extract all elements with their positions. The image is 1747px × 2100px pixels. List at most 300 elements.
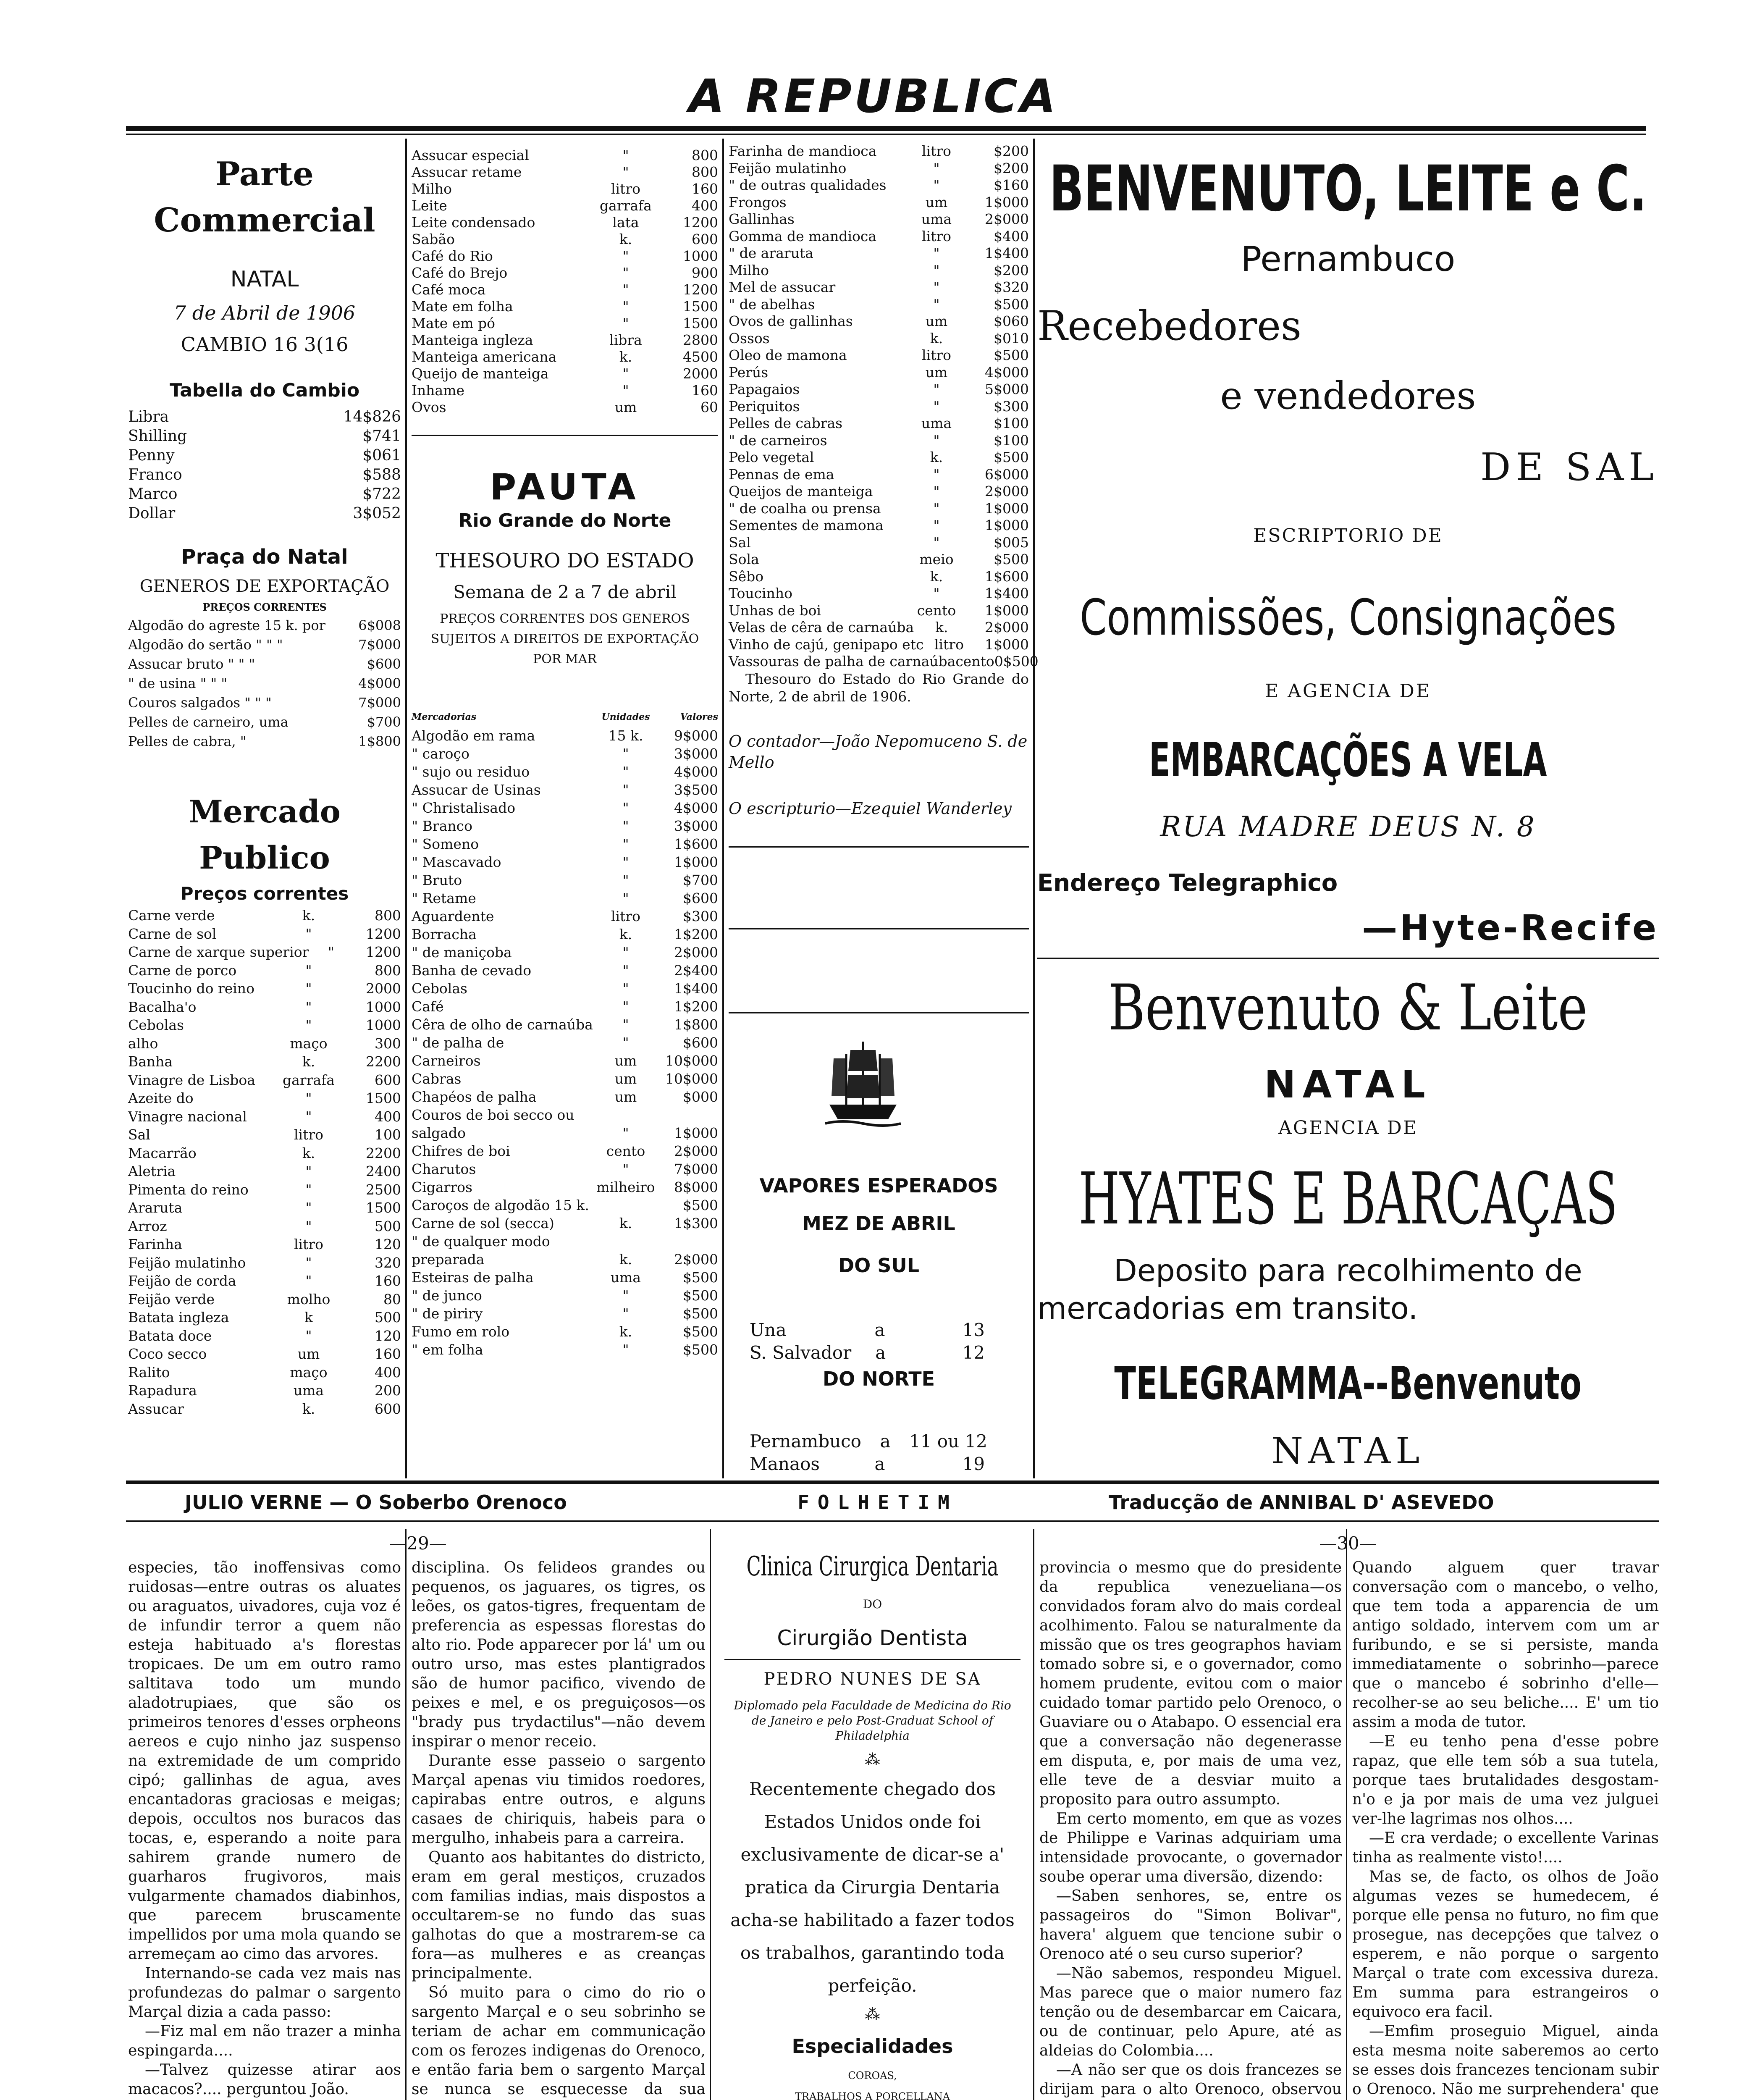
folhetim-col-1: [128, 1558, 401, 2100]
item-value: 4$000: [674, 764, 718, 780]
item-value: $500: [683, 1323, 718, 1340]
cambio-rate: CAMBIO 16 3(16: [181, 333, 349, 356]
item-name: Cebolas: [128, 1017, 184, 1033]
ship-day: 12: [962, 1342, 985, 1363]
paragraph: disciplina. Os felideos grandes ou pequenos, os jaguares, os tigres, os leões, os gatos-tigres, frequentam de preferencia as espessas florestas do alto rio. Pode apparecer por lá' um ou outro urso, mas estes plantigrados são de humor pacifico, vivendo de peixes e mel, e os preguiçosos—os "brady pus trydactilus"—não devem inspirar o menor receio.: [412, 1559, 706, 1750]
mercado-row: [128, 1108, 401, 1126]
header-mercadorias: Mercadorias: [412, 711, 477, 722]
item-name: Leite: [412, 197, 447, 214]
item-unit: um: [925, 313, 948, 329]
item-name: Assucar especial: [412, 147, 529, 163]
praca-title: Praça do Natal: [181, 545, 348, 569]
item-value: 1$000: [985, 636, 1029, 653]
item-value: $500: [994, 449, 1029, 465]
item-unit: uma: [610, 1269, 641, 1286]
folhetim-col-2: [412, 1558, 706, 2100]
pauta-row: [412, 853, 718, 871]
item-unit: lata: [612, 214, 639, 231]
item-unit: ": [622, 298, 629, 315]
item-name: Unhas de boi: [729, 602, 821, 619]
item-name: " de qualquer modo: [412, 1233, 550, 1250]
item-unit: litro: [611, 908, 640, 924]
item-unit: ": [305, 962, 312, 979]
item-value: 6$008: [358, 617, 401, 633]
item-name: Banha de cevado: [412, 962, 532, 979]
item-value: 1200: [683, 281, 718, 298]
pauta-row: [412, 799, 718, 817]
paragraph: —Emfim proseguio Miguel, ainda esta mesma noite saberemos ao certo se esses dois francezes tencionam subir o Orenoco. Não me surprehendera' que: [1352, 2023, 1659, 2098]
pauta-row: [412, 835, 718, 853]
pauta-row: [412, 1088, 718, 1106]
item-unit: ": [933, 483, 940, 499]
item-name: Carne de porco: [128, 962, 237, 979]
pauta-row: [412, 889, 718, 907]
item-unit: k.: [619, 1215, 632, 1231]
item-value: 1$400: [674, 980, 718, 997]
column-divider: [1033, 1529, 1034, 2100]
item-unit: k.: [930, 449, 943, 465]
mercado-subtitle: Preços correntes: [180, 883, 349, 904]
pauta-row: [729, 534, 1029, 551]
clinica-ad: [716, 1529, 1029, 2100]
item-value: $160: [994, 177, 1029, 193]
item-name: " Bruto: [412, 872, 462, 888]
folhetim-rule: [126, 1520, 1659, 1522]
pauta-row: [412, 925, 718, 943]
pauta-row: [412, 1106, 718, 1124]
pauta-row: [412, 1214, 718, 1232]
item-unit: ": [622, 1125, 629, 1141]
item-value: 800: [692, 147, 718, 163]
pauta-row: [729, 330, 1029, 347]
item-value: 400: [692, 197, 718, 214]
folhetim-col-5: [1352, 1558, 1659, 2100]
pauta-row: [729, 551, 1029, 568]
item-unit: ": [933, 500, 940, 517]
item-name: Cêra de olho de carnaúba: [412, 1016, 593, 1033]
paragraph: Quanto aos habitantes do districto, eram em geral mestiços, cruzados com familias indias, mais dispostos a occultarem-se no fundo das suas galhotas do que a mostrarem-se ca fora—as mulheres e as creanças principalmente.: [412, 1849, 706, 1982]
mercado-row: [128, 1381, 401, 1400]
item-value: 10$000: [665, 1053, 718, 1069]
item-name: " de maniçoba: [412, 944, 512, 961]
item-value: 320: [375, 1254, 401, 1271]
pauta-row: [729, 398, 1029, 415]
item-unit: k: [304, 1309, 313, 1326]
item-value: 3$052: [353, 505, 401, 522]
item-name: Perús: [729, 364, 769, 381]
item-value: 9$000: [674, 727, 718, 744]
item-name: Pelles de carneiro, uma: [128, 714, 289, 730]
item-name: Farinha: [128, 1236, 182, 1252]
item-unit: ": [622, 382, 629, 399]
item-name: Caroços de algodão 15 k.: [412, 1197, 589, 1213]
item-unit: meio: [919, 551, 954, 567]
pauta-row: [412, 1286, 718, 1305]
item-name: Carne verde: [128, 907, 215, 924]
mercado-row: [128, 1126, 401, 1144]
item-unit: ": [622, 1161, 629, 1177]
item-value: 160: [375, 1346, 401, 1362]
item-name: Manteiga ingleza: [412, 332, 533, 348]
item-unit: ": [622, 265, 629, 281]
pauta-row: [412, 979, 718, 998]
mercado-row: [128, 1345, 401, 1363]
item-name: Feijão de corda: [128, 1273, 236, 1289]
mercado-row: [128, 1162, 401, 1181]
item-value: 160: [692, 181, 718, 197]
item-value: 60: [700, 399, 718, 415]
folhetim-col-4: [1039, 1558, 1342, 2100]
item-value: $600: [683, 890, 718, 906]
recebedores: Recebedores: [1037, 302, 1302, 349]
item-unit: uma: [921, 415, 952, 431]
item-name: " em folha: [412, 1341, 483, 1358]
item-name: Dollar: [128, 505, 176, 522]
pauta-row: [412, 871, 718, 889]
de-sal: DE SAL: [1480, 445, 1659, 489]
folhetim-translator: Traducção de ANNIBAL D' ASEVEDO: [1109, 1491, 1494, 1514]
item-name: " de coalha ou prensa: [729, 500, 881, 517]
item-name: alho: [128, 1035, 158, 1052]
ship-a: a: [874, 1454, 885, 1474]
item-unit: litro: [934, 636, 964, 653]
mercado-row: [128, 925, 401, 943]
pauta-subtitle: Rio Grande do Norte: [458, 510, 672, 531]
item-unit: ": [622, 248, 629, 264]
item-unit: ": [328, 944, 334, 960]
embarcacoes: EMBARCAÇÕES A VELA: [1149, 733, 1547, 788]
pauta-row: [412, 1034, 718, 1052]
pedro-nunes: PEDRO NUNES DE SA: [763, 1670, 981, 1689]
item-name: Rapadura: [128, 1382, 197, 1399]
vapores-title: VAPORES ESPERADOS: [759, 1174, 998, 1197]
mercado-row: [128, 979, 401, 998]
paragraph: provincia o mesmo que do presidente da republica venezueliana—os convidados foram alvo do mais cordeal acolhimento. Falou se naturalmente da missão que os tres geographos haviam tomado sobre si, e o governador, como homem prudente, evitou com o maior cuidado tomar partido pelo Orenoco, o Guaviare ou o Atabapo. O essencial era que a conversação não degenerasse em disputa, e, por mais de uma vez, elle teve de a desviar muito a proposito para outro assumpto.: [1039, 1559, 1342, 1808]
pauta-row: [729, 381, 1029, 398]
item-name: Café: [412, 998, 444, 1015]
item-unit: um: [925, 194, 948, 210]
item-name: Araruta: [128, 1200, 183, 1216]
item-name: Feijão mulatinho: [128, 1254, 246, 1271]
pauta-row: [729, 245, 1029, 262]
item-value: $200: [994, 143, 1029, 159]
item-value: 100: [375, 1126, 401, 1143]
item-name: Arroz: [128, 1218, 167, 1234]
diplomado: Diplomado pela Faculdade de Medicina do Rio de Janeiro e pelo Post-Graduat School of Philadelphia: [734, 1698, 1011, 1743]
item-name: Ovos: [412, 399, 446, 415]
pauta-row: [412, 817, 718, 835]
item-name: Sola: [729, 551, 759, 567]
item-value: 1500: [366, 1200, 401, 1216]
hyte-recife: —Hyte-Recife: [1362, 907, 1659, 948]
item-name: " Christalisado: [412, 800, 516, 816]
ad-benvenuto-leite: [1037, 966, 1659, 1050]
item-name: Gomma de mandioca: [729, 228, 877, 244]
item-value: 1200: [683, 214, 718, 231]
item-value: [655, 1106, 718, 1124]
item-value: $300: [683, 908, 718, 924]
paragraph: —Não sabemos, respondeu Miguel. Mas parece que o maior numero faz tenção ou de desembarcar em Caicara, ou de continuar, pelo Apure, até as aldeias do Colombia....: [1039, 1965, 1342, 2059]
item-unit: ": [933, 585, 940, 601]
do-norte-label: DO NORTE: [822, 1368, 935, 1390]
price-row: [412, 298, 718, 315]
item-value: $500: [683, 1305, 718, 1322]
ornament: ⁂: [865, 1751, 880, 1769]
item-value: 1$600: [985, 568, 1029, 585]
item-name: Vinho de cajú, genipapo etc: [729, 636, 924, 653]
item-value: $000: [683, 1089, 718, 1105]
pauta-list: [412, 727, 718, 1359]
do-sul-label: DO SUL: [838, 1254, 920, 1277]
price-row: [412, 164, 718, 181]
item-value: $320: [994, 279, 1029, 295]
hyates-barcacas: HYATES E BARCAÇAS: [1078, 1158, 1618, 1241]
paragraph: especies, tão inoffensivas como ruidosas—entre outras os aluates ou araguatos, uivadores, cuja voz é de infundir terror a quem não esteja habituado a's florestas tropicaes. De um em outro ramo saltitava todo um mundo aladotrupiaes, que são os primeiros tenores d'esses orpheons aereos e cujo ninho jaz suspenso na extremidade de um comprido cipó; gallinhas de agua, aves encantadoras graciosas e meigas; depois, occultos nos buracos das tocas, e, esperando a noite para sahirem grande numero de guarharos frugivoros, mais vulgarmente chamados diabinhos, que parecem bruscamente impellidos por uma mola quando se arremeçam ao cimo das arvores.: [128, 1559, 401, 1963]
item-unit: ": [622, 315, 629, 331]
item-value: 2400: [366, 1163, 401, 1179]
item-unit: ": [305, 1273, 312, 1289]
item-name: Café moca: [412, 281, 486, 298]
item-name: Ralito: [128, 1364, 170, 1381]
item-name: Penny: [128, 447, 175, 464]
item-unit: maço: [290, 1035, 328, 1052]
pauta-row: [729, 636, 1029, 654]
item-unit: k.: [302, 1053, 315, 1070]
item-value: $741: [362, 428, 401, 445]
masthead-rule-thin: [126, 134, 1646, 135]
item-name: Velas de cêra de carnaúba: [729, 619, 914, 635]
mercado-row: [128, 1327, 401, 1345]
item-value: 1200: [366, 944, 401, 960]
column-divider: [710, 1529, 711, 2100]
item-value: 400: [375, 1364, 401, 1381]
item-unit: k.: [619, 1323, 632, 1340]
item-value: 1$000: [674, 854, 718, 870]
deposito-line2: mercadorias em transito.: [1037, 1291, 1418, 1326]
item-unit: k.: [619, 349, 632, 365]
column-divider: [1033, 139, 1035, 1478]
pauta-row: [729, 585, 1029, 602]
item-name: Assucar bruto " " ": [128, 656, 255, 672]
divider: [1037, 958, 1659, 959]
item-value: $060: [994, 313, 1029, 329]
item-unit: k.: [619, 231, 632, 247]
item-value: 8$000: [674, 1179, 718, 1195]
item-value: 7$000: [674, 1161, 718, 1177]
item-name: Toucinho: [729, 585, 792, 601]
ad-hyates: [1037, 1151, 1659, 1247]
mercado-row: [128, 1290, 401, 1309]
pauta-row: [729, 262, 1029, 279]
trabalhos-porcellana: TRABALHOS A PORCELLANA: [795, 2091, 950, 2100]
pauta-row: [412, 1178, 718, 1196]
item-value: $400: [994, 228, 1029, 244]
tabella-row: [128, 504, 401, 523]
item-unit: k.: [619, 1251, 632, 1268]
commercial-date: 7 de Abril de 1906: [173, 302, 356, 324]
item-unit: garrafa: [283, 1071, 335, 1088]
item-value: $010: [994, 330, 1029, 346]
item-name: Gallinhas: [729, 211, 795, 227]
item-value: 1500: [366, 1090, 401, 1106]
item-value: 2$000: [674, 1251, 718, 1268]
item-unit: ": [622, 836, 629, 852]
paragraph: Em certo momento, em que as vozes de Philippe e Varinas adquiriam uma intensidade provocante, o governador soube operar uma diversão, dizendo:: [1039, 1810, 1342, 1885]
masthead-rule: [126, 126, 1646, 131]
item-name: Marco: [128, 486, 178, 503]
pauta-row: [729, 160, 1029, 177]
ship-row: [750, 1341, 985, 1364]
item-name: Chifres de boi: [412, 1143, 510, 1159]
item-value: $500: [994, 551, 1029, 567]
item-value: $600: [683, 1034, 718, 1051]
column-divider: [405, 139, 407, 1478]
item-unit: milheiro: [596, 1179, 655, 1195]
item-name: " Branco: [412, 818, 472, 834]
ship-a: a: [880, 1431, 891, 1452]
page-number-29: —29—: [389, 1533, 447, 1554]
mercado-row: [128, 1272, 401, 1290]
item-value: $500: [683, 1197, 718, 1213]
item-name: Batata ingleza: [128, 1309, 229, 1326]
item-unit: ": [305, 1254, 312, 1271]
item-name: " Mascavado: [412, 854, 501, 870]
item-name: Algodão do agreste 15 k. por: [128, 617, 325, 633]
item-name: Periquitos: [729, 398, 800, 415]
item-value: $200: [994, 262, 1029, 278]
item-value: 2800: [683, 332, 718, 348]
item-unit: ": [933, 432, 940, 449]
item-unit: 15 k.: [608, 727, 643, 744]
item-unit: litro: [611, 181, 640, 197]
divider: [729, 928, 1029, 929]
price-row: [412, 281, 718, 298]
price-row: [412, 181, 718, 197]
item-value: 2200: [366, 1144, 401, 1161]
item-unit: ": [622, 1287, 629, 1304]
escripturio: O escripturio—Ezequiel Wanderley: [729, 799, 1012, 818]
mercado-row: [128, 1144, 401, 1163]
item-name: Charutos: [412, 1161, 476, 1177]
item-value: 1$600: [674, 836, 718, 852]
pauta-row: [412, 781, 718, 799]
page-number-30: —30—: [1319, 1533, 1377, 1554]
item-unit: ": [622, 890, 629, 906]
price-row: [412, 231, 718, 248]
pauta-row: [729, 177, 1029, 194]
item-value: 4500: [683, 349, 718, 365]
item-unit: ": [305, 1327, 312, 1344]
mercado-row: [128, 906, 401, 925]
item-unit: ": [622, 1016, 629, 1033]
pernambuco: Pernambuco: [1241, 239, 1456, 279]
item-name: " de junco: [412, 1287, 482, 1304]
item-unit: k.: [930, 330, 943, 346]
paragraph: —E eu tenho pena d'esse pobre rapaz, que elle tem sób a sua tutela, porque taes brutalidades desgostam-n'o e ja por mais de uma vez julguei ver-lhe lagrimas nos olhos....: [1352, 1733, 1659, 1827]
item-name: Coco secco: [128, 1346, 207, 1362]
item-name: Sêbo: [729, 568, 764, 585]
item-value: $061: [362, 447, 401, 464]
pauta-row: [729, 364, 1029, 381]
paragraph: Só muito para o cimo do rio o sargento Marçal e o seu sobrinho se teriam de achar em communicação com os ferozes indigenas do Orenoco, e então faria bem o sargento Marçal se nunca se esquecesse da sua: [412, 1984, 706, 2098]
item-value: $500: [683, 1287, 718, 1304]
commercial-title: Parte Commercial: [154, 155, 375, 239]
ship-a: a: [874, 1320, 885, 1340]
escriptorio: ESCRIPTORIO DE: [1253, 525, 1443, 546]
item-name: Pennas de ema: [729, 466, 834, 483]
item-value: 400: [375, 1108, 401, 1125]
pauta-row: [729, 296, 1029, 313]
ship-port: S. Salvador: [750, 1342, 852, 1363]
item-name: Algodão em rama: [412, 727, 535, 744]
item-name: Frongos: [729, 194, 787, 210]
item-unit: k.: [302, 1144, 315, 1161]
item-unit: libra: [609, 332, 642, 348]
paragraph: —Talvez quizesse atirar aos macacos?.... perguntou João.: [128, 2061, 401, 2098]
clinica-do: DO: [863, 1597, 882, 1611]
item-name: Sabão: [412, 231, 455, 247]
tabella-row: [128, 407, 401, 427]
item-name: Aletria: [128, 1163, 176, 1179]
item-name: Carne de xarque superior: [128, 944, 309, 960]
item-name: Café do Rio: [412, 248, 493, 264]
natal-heading: NATAL: [1264, 1063, 1432, 1107]
paragraph: —A não ser que os dois francezes se dirijam para o alto Orenoco, observou: [1039, 2061, 1342, 2098]
paragraph: Internando-se cada vez mais nas profundezas do palmar o sargento Marçal dizia a cada passo:: [128, 1965, 401, 2021]
semana-label: Semana de 2 a 7 de abril: [453, 582, 677, 602]
item-value: 120: [375, 1236, 401, 1252]
pauta-row: [412, 1016, 718, 1034]
paragraph: Durante esse passeio o sargento Marçal apenas viu timidos roedores, capirabas entre outros, e alguns casaes de chiriquis, habeis para o mergulho, inhabeis para a carreira.: [412, 1752, 706, 1847]
item-name: Aguardente: [412, 908, 494, 924]
mercado-row: [128, 961, 401, 980]
pauta-row: [412, 961, 718, 979]
item-name: Pimenta do reino: [128, 1181, 249, 1198]
vendedores: e vendedores: [1220, 374, 1476, 418]
item-value: $500: [683, 1269, 718, 1286]
benvenuto-leite: Benvenuto & Leite: [1108, 971, 1588, 1045]
ship-port: Pernambuco: [750, 1431, 861, 1452]
generos-row: [128, 732, 401, 751]
item-unit: ": [622, 1305, 629, 1322]
item-name: Batata doce: [128, 1327, 212, 1344]
item-name: " de carneiros: [729, 432, 827, 449]
ship-row: [750, 1430, 985, 1453]
pauta-header: [412, 707, 718, 727]
item-unit: ": [933, 517, 940, 533]
paragraph: —Saben senhores, se, entre os passageiros do "Simon Bolivar", havera' alguem que tencione subir o Orenoco até o seu curso superior?: [1039, 1887, 1342, 1963]
item-value: 10$000: [665, 1071, 718, 1087]
price-row: [412, 365, 718, 382]
pauta-row: [729, 517, 1029, 534]
item-unit: ": [305, 1200, 312, 1216]
pauta-row: [412, 1160, 718, 1178]
recentemente: Recentemente chegado dos Estados Unidos onde foi exclusivamente de dicar-se a' pratica da Cirurgia Dentaria acha-se habilitado a fazer todos os trabalhos, garantindo toda perfeição.: [730, 1779, 1015, 1996]
item-name: Banha: [128, 1053, 173, 1070]
item-name: " de usina " " ": [128, 675, 228, 691]
item-name: Café do Brejo: [412, 265, 508, 281]
mercado-row: [128, 1199, 401, 1217]
item-unit: ": [622, 980, 629, 997]
item-unit: ": [305, 1090, 312, 1106]
item-name: Cigarros: [412, 1179, 472, 1195]
mercado-row: [128, 1016, 401, 1034]
deposito-line1: Deposito para recolhimento de: [1114, 1253, 1582, 1288]
pauta-row: [729, 568, 1029, 585]
pauta-row: [412, 1268, 718, 1286]
item-value: 4$000: [674, 800, 718, 816]
ship-day: 13: [962, 1320, 985, 1340]
